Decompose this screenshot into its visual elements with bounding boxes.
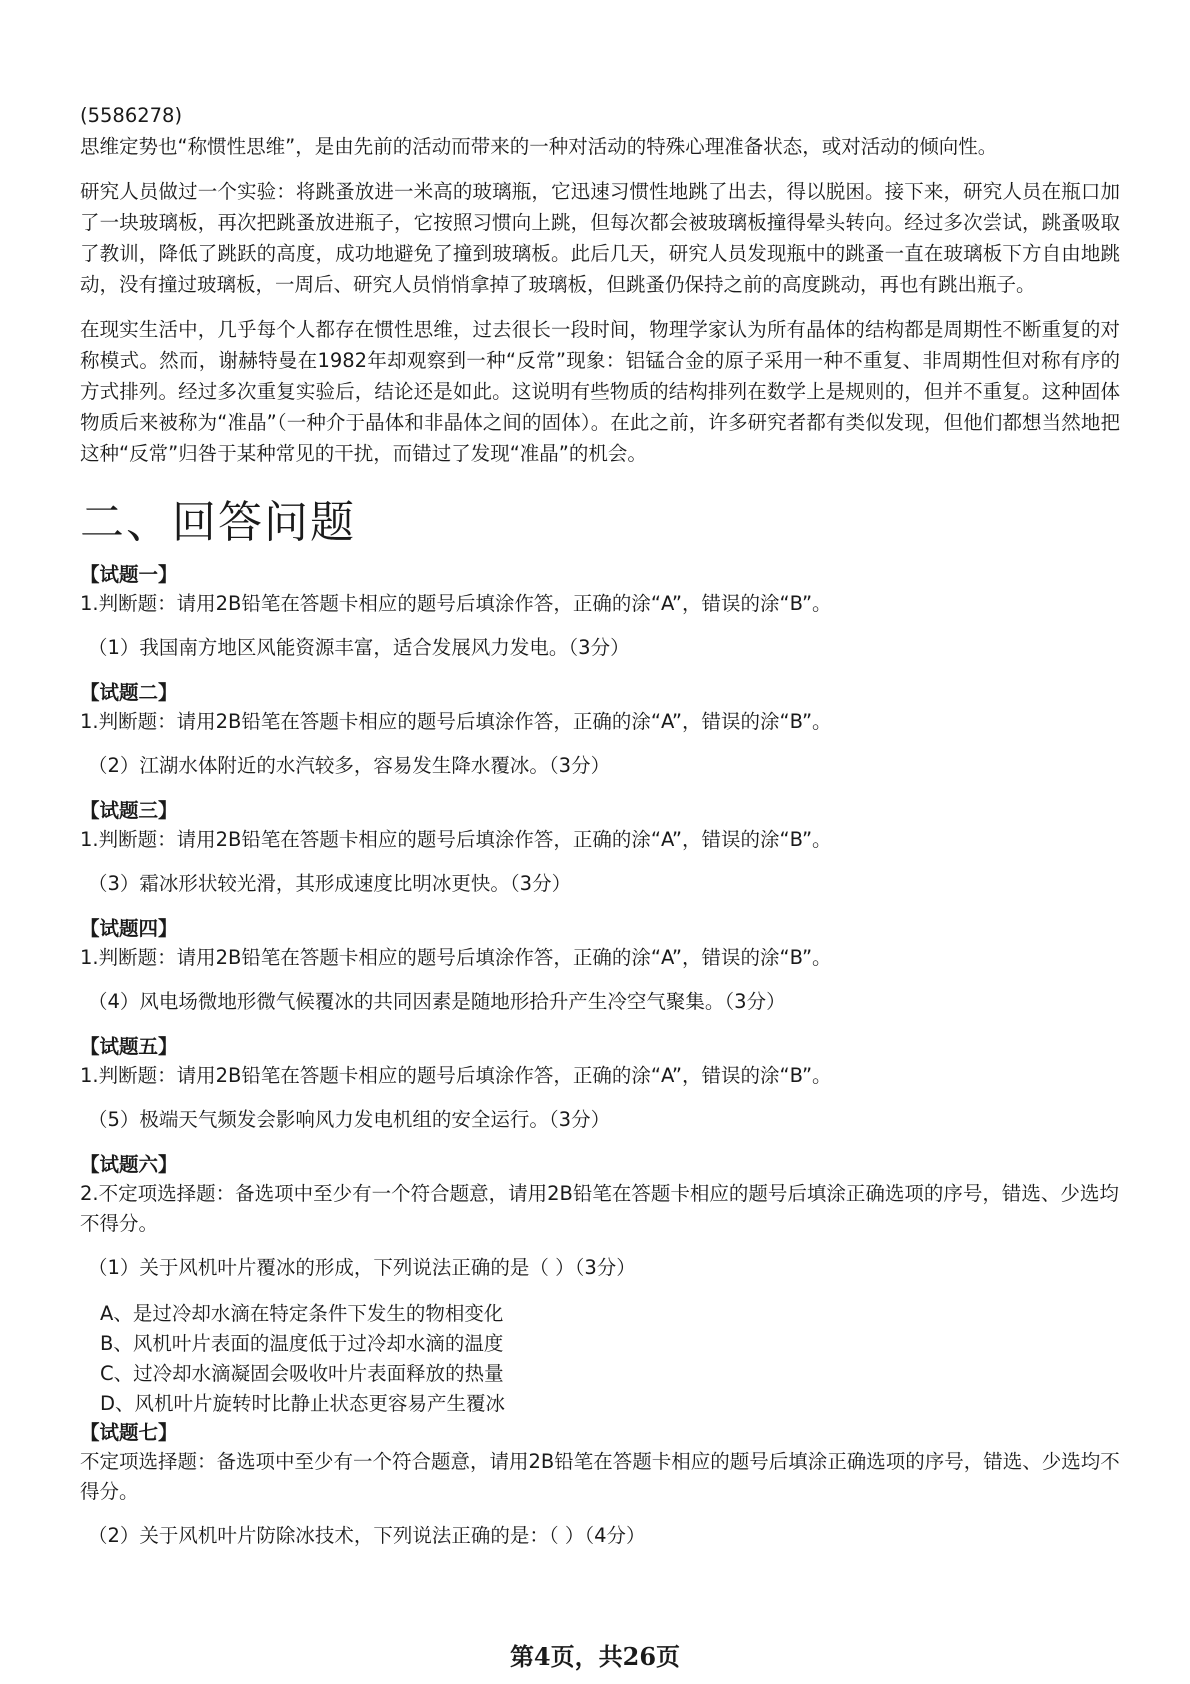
question-instruction: 1.判断题：请用2B铅笔在答题卡相应的题号后填涂作答，正确的涂“A”，错误的涂“B”。 [80, 1064, 832, 1087]
question-head: 【试题六】 [80, 1153, 178, 1176]
question-instruction: 不定项选择题：备选项中至少有一个符合题意，请用2B铅笔在答题卡相应的题号后填涂正确选项的序号，错选、少选均不得分。 [80, 1450, 1120, 1503]
paragraph-1: 思维定势也“称惯性思维”，是由先前的活动而带来的一种对活动的特殊心理准备状态，或对活动的倾向性。 [80, 135, 998, 158]
paragraph-2: 研究人员做过一个实验：将跳蚤放进一米高的玻璃瓶，它迅速习惯性地跳了出去，得以脱困。接下来，研究人员在瓶口加了一块玻璃板，再次把跳蚤放进瓶子，它按照习惯向上跳，但每次都会被玻璃板撞得晕头转向。经过多次尝试，跳蚤吸取了教训，降低了跳跃的高度，成功地避免了撞到玻璃板。此后几天，研究人员发现瓶中的跳蚤一直在玻璃板下方自由地跳动，没有撞过玻璃板，一周后、研究人员悄悄拿掉了玻璃板，但跳蚤仍保持之前的高度跳动，再也有跳出瓶子。 [80, 180, 1120, 296]
question-head: 【试题一】 [80, 563, 178, 586]
question-item: （1）我国南方地区风能资源丰富，适合发展风力发电。（3分） [88, 636, 630, 659]
question-instruction: 1.判断题：请用2B铅笔在答题卡相应的题号后填涂作答，正确的涂“A”，错误的涂“B”。 [80, 828, 832, 851]
question-item: （2）关于风机叶片防除冰技术，下列说法正确的是：（ ）（4分） [88, 1524, 646, 1547]
document-page [80, 100, 1120, 1567]
document-id: (5586278) [80, 104, 183, 127]
question-item: （3）霜冰形状较光滑，其形成速度比明冰更快。（3分） [88, 872, 572, 895]
question-3 [80, 797, 1120, 899]
question-item: （4）风电场微地形微气候覆冰的共同因素是随地形拾升产生冷空气聚集。（3分） [88, 990, 786, 1013]
question-instruction: 1.判断题：请用2B铅笔在答题卡相应的题号后填涂作答，正确的涂“A”，错误的涂“B”。 [80, 710, 832, 733]
question-head: 【试题七】 [80, 1421, 178, 1444]
question-1 [80, 561, 1120, 663]
question-4 [80, 915, 1120, 1017]
question-5 [80, 1033, 1120, 1135]
question-head: 【试题二】 [80, 681, 178, 704]
question-item: （1）关于风机叶片覆冰的形成，下列说法正确的是（ ）（3分） [88, 1256, 636, 1279]
option-a: A、是过冷却水滴在特定条件下发生的物相变化 [100, 1302, 504, 1325]
question-head: 【试题五】 [80, 1035, 178, 1058]
question-instruction: 1.判断题：请用2B铅笔在答题卡相应的题号后填涂作答，正确的涂“A”，错误的涂“B”。 [80, 592, 832, 615]
question-item: （2）江湖水体附近的水汽较多，容易发生降水覆冰。（3分） [88, 754, 611, 777]
section-title: 二、回答问题 [80, 497, 356, 548]
paragraph-3: 在现实生活中，几乎每个人都存在惯性思维，过去很长一段时间，物理学家认为所有晶体的结构都是周期性不断重复的对称模式。然而，谢赫特曼在1982年却观察到一种“反常”现象：铝锰合金的原子采用一种不重复、非周期性但对称有序的方式排列。经过多次重复实验后，结论还是如此。这说明有些物质的结构排列在数学上是规则的，但并不重复。这种固体物质后来被称为“准晶”（一种介于晶体和非晶体之间的固体）。在此之前，许多研究者都有类似发现，但他们都想当然地把这种“反常”归咎于某种常见的干扰，而错过了发现“准晶”的机会。 [80, 318, 1120, 465]
question-2 [80, 679, 1120, 781]
question-6 [80, 1151, 1120, 1419]
option-b: B、风机叶片表面的温度低于过冷却水滴的温度 [100, 1332, 504, 1355]
question-item: （5）极端天气频发会影响风力发电机组的安全运行。（3分） [88, 1108, 611, 1131]
question-7 [80, 1419, 1120, 1551]
question-head: 【试题三】 [80, 799, 178, 822]
option-d: D、风机叶片旋转时比静止状态更容易产生覆冰 [100, 1392, 506, 1415]
question-head: 【试题四】 [80, 917, 178, 940]
question-instruction: 2.不定项选择题：备选项中至少有一个符合题意，请用2B铅笔在答题卡相应的题号后填涂正确选项的序号，错选、少选均不得分。 [80, 1182, 1119, 1235]
option-c: C、过冷却水滴凝固会吸收叶片表面释放的热量 [100, 1362, 504, 1385]
question-instruction: 1.判断题：请用2B铅笔在答题卡相应的题号后填涂作答，正确的涂“A”，错误的涂“B”。 [80, 946, 832, 969]
option-list [100, 1299, 1120, 1419]
page-footer: 第4页，共26页 [509, 1642, 681, 1671]
